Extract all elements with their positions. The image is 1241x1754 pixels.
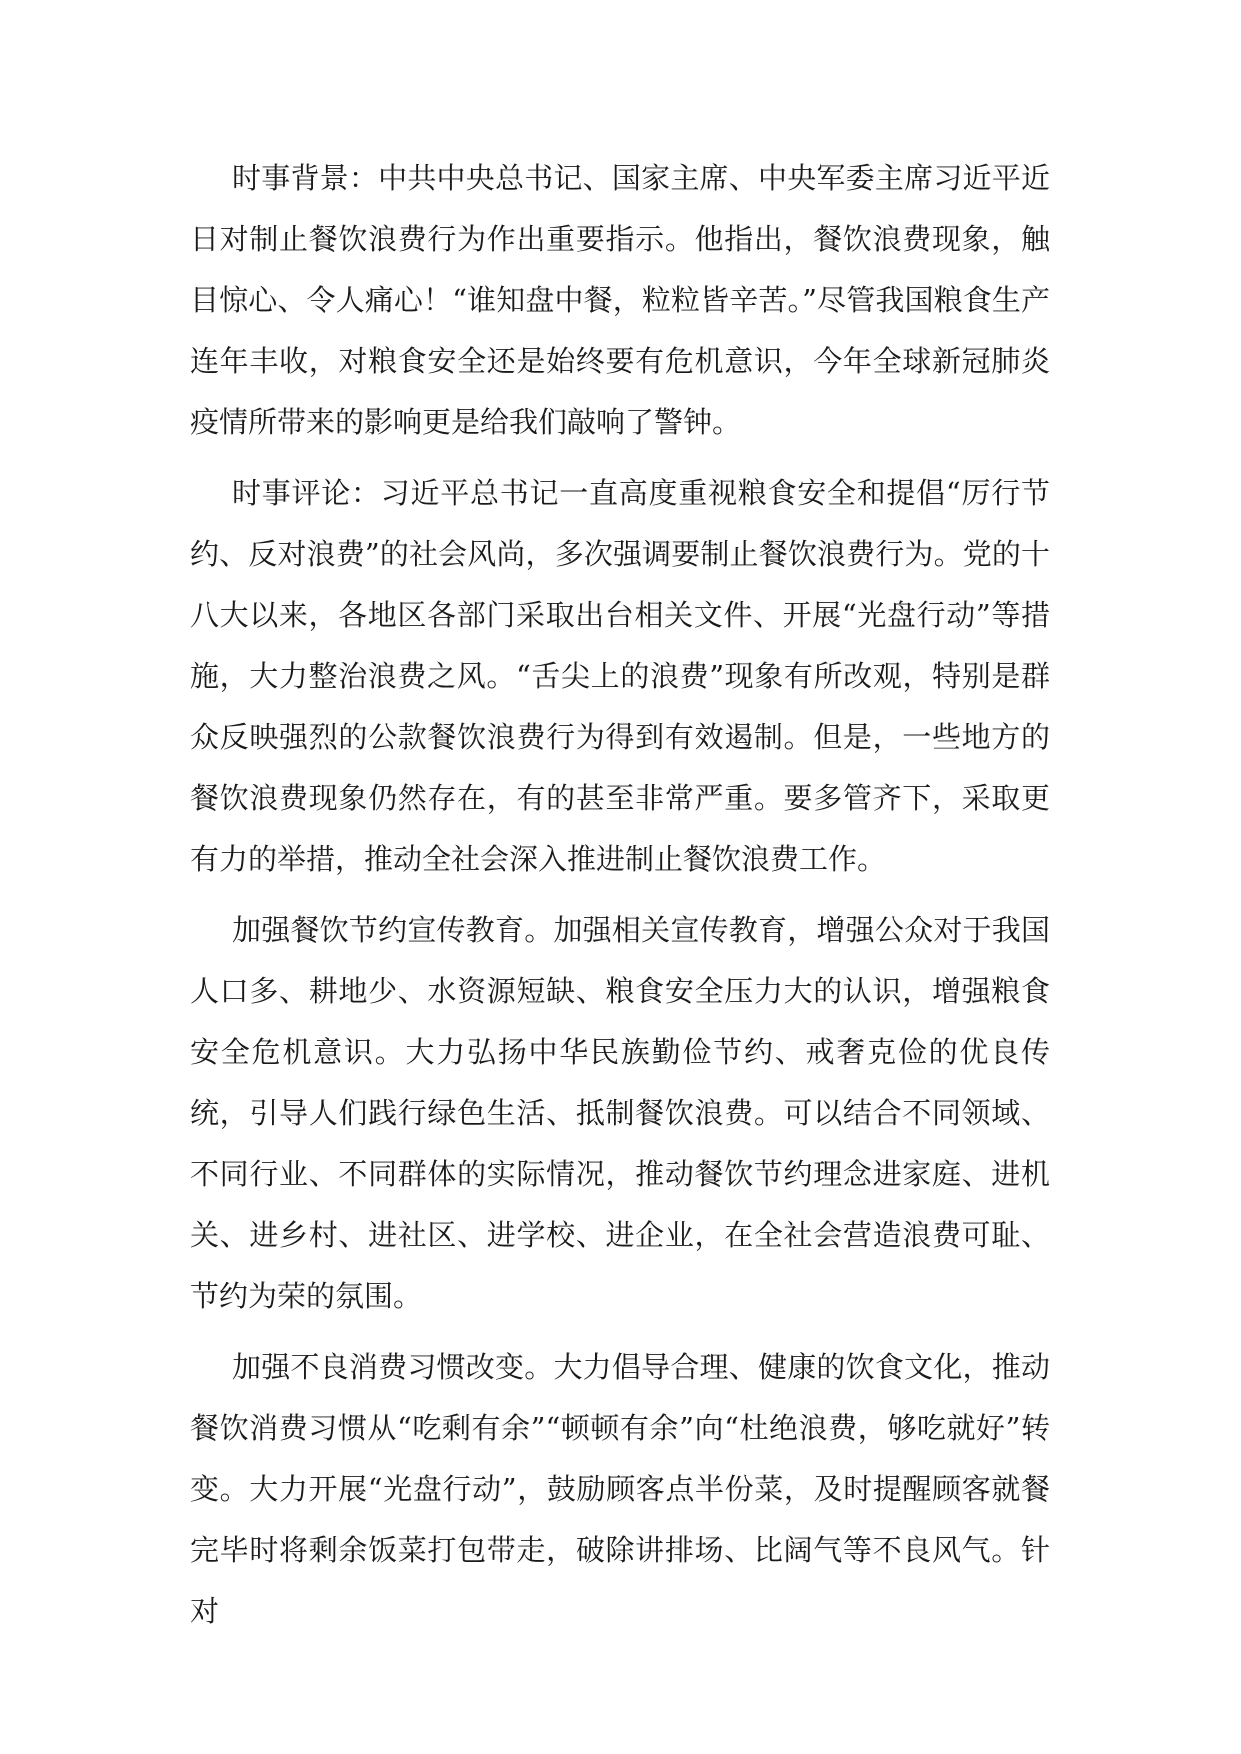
paragraph-education: 加强餐饮节约宣传教育。加强相关宣传教育，增强公众对于我国人口多、耕地少、水资源短缺、粮食安全压力大的认识，增强粮食安全危机意识。大力弘扬中华民族勤俭节约、戒奢克俭的优良传统，引导人们践行绿色生活、抵制餐饮浪费。可以结合不同领域、不同行业、不同群体的实际情况，推动餐饮节约理念进家庭、进机关、进乡村、进社区、进学校、进企业，在全社会营造浪费可耻、节约为荣的氛围。 [190,913,1050,1313]
document-body [190,148,1050,1652]
paragraph-background: 时事背景：中共中央总书记、国家主席、中央军委主席习近平近日对制止餐饮浪费行为作出重要指示。他指出，餐饮浪费现象，触目惊心、令人痛心！“谁知盘中餐，粒粒皆辛苦。”尽管我国粮食生产连年丰收，对粮食安全还是始终要有危机意识，今年全球新冠肺炎疫情所带来的影响更是给我们敲响了警钟。 [190,161,1050,439]
paragraph-commentary: 时事评论：习近平总书记一直高度重视粮食安全和提倡“厉行节约、反对浪费”的社会风尚，多次强调要制止餐饮浪费行为。党的十八大以来，各地区各部门采取出台相关文件、开展“光盘行动”等措施，大力整治浪费之风。“舌尖上的浪费”现象有所改观，特别是群众反映强烈的公款餐饮浪费行为得到有效遏制。但是，一些地方的餐饮浪费现象仍然存在，有的甚至非常严重。要多管齐下，采取更有力的举措，推动全社会深入推进制止餐饮浪费工作。 [190,476,1050,876]
paragraph-habits: 加强不良消费习惯改变。大力倡导合理、健康的饮食文化，推动餐饮消费习惯从“吃剩有余”“顿顿有余”向“杜绝浪费，够吃就好”转变。大力开展“光盘行动”，鼓励顾客点半份菜，及时提醒顾客就餐完毕时将剩余饭菜打包带走，破除讲排场、比阔气等不良风气。针对 [190,1350,1050,1628]
